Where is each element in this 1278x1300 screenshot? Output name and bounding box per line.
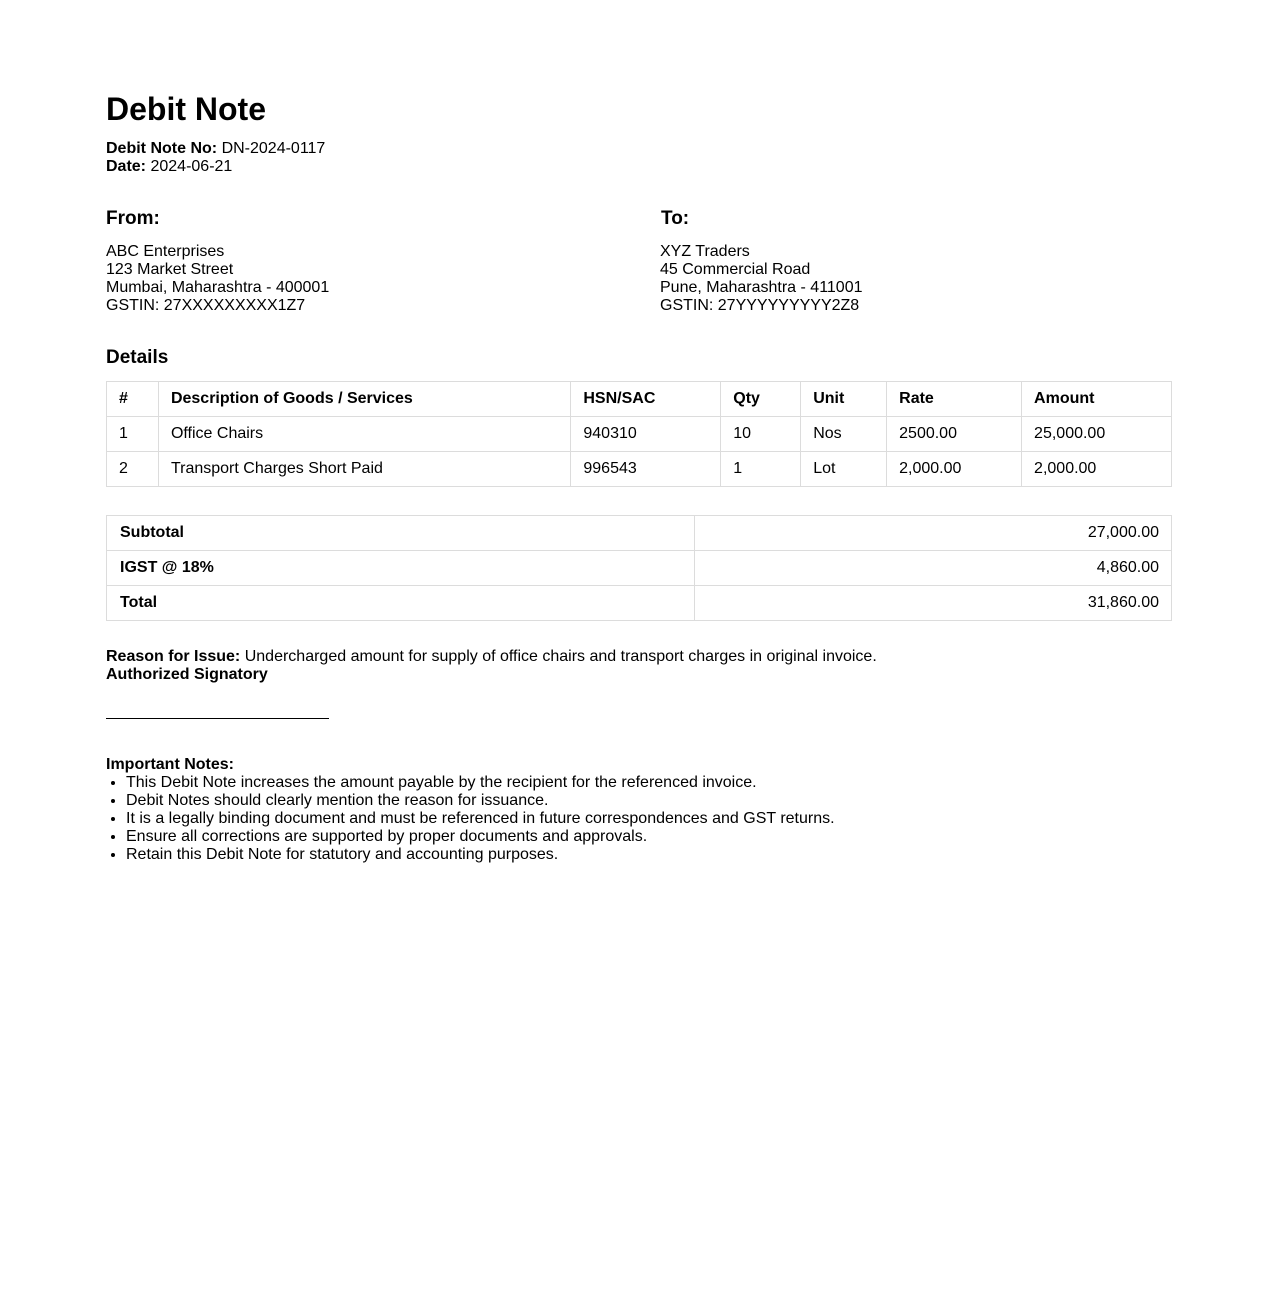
column-header: Amount: [1022, 382, 1172, 417]
note-date-row: [106, 158, 325, 176]
table-cell: 940310: [571, 417, 721, 452]
table-cell: 1: [107, 417, 159, 452]
to-gstin: GSTIN: 27YYYYYYYYY2Z8: [660, 297, 860, 314]
notes-heading: Important Notes:: [106, 756, 234, 773]
table-cell: 25,000.00: [1022, 417, 1172, 452]
column-header: HSN/SAC: [571, 382, 721, 417]
page-title: Debit Note: [106, 91, 266, 127]
list-item: • Debit Notes should clearly mention the reason for issuance.: [126, 792, 835, 810]
table-cell: Lot: [801, 452, 887, 487]
details-heading: Details: [106, 347, 169, 368]
table-cell: Transport Charges Short Paid: [158, 452, 570, 487]
reason-text: Undercharged amount for supply of office chairs and transport charges in original invoice.: [244, 648, 877, 665]
note-number: DN-2024-0117: [221, 140, 326, 157]
total-row: [107, 586, 1172, 621]
note-number-row: [106, 140, 325, 158]
list-item: • This Debit Note increases the amount payable by the recipient for the referenced invoice.: [126, 774, 835, 792]
reason-row: [106, 648, 877, 666]
note-date: 2024-06-21: [150, 158, 233, 175]
table-cell: 2,000.00: [1022, 452, 1172, 487]
column-header: Description of Goods / Services: [158, 382, 570, 417]
table-cell: 2500.00: [887, 417, 1022, 452]
subtotal-value: 27,000.00: [695, 516, 1172, 551]
to-heading: To:: [661, 208, 690, 229]
items-table: [106, 381, 1172, 487]
from-gstin: GSTIN: 27XXXXXXXXX1Z7: [106, 297, 306, 314]
to-name: XYZ Traders: [660, 243, 750, 260]
from-block: [106, 208, 329, 315]
table-cell: 2: [107, 452, 159, 487]
from-address-line: 123 Market Street: [106, 261, 234, 278]
notes-list: [106, 774, 835, 864]
table-cell: 996543: [571, 452, 721, 487]
signatory-label: Authorized Signatory: [106, 666, 268, 683]
tax-row: [107, 551, 1172, 586]
table-cell: Nos: [801, 417, 887, 452]
from-city-line: Mumbai, Maharashtra - 400001: [106, 279, 330, 296]
totals-table: [106, 515, 1172, 621]
reason-block: [106, 648, 877, 684]
column-header: Unit: [801, 382, 887, 417]
list-item: • Retain this Debit Note for statutory and accounting purposes.: [126, 846, 835, 864]
table-cell: Office Chairs: [158, 417, 570, 452]
list-item: • Ensure all corrections are supported by proper documents and approvals.: [126, 828, 835, 846]
tax-value: 4,860.00: [695, 551, 1172, 586]
from-name: ABC Enterprises: [106, 243, 225, 260]
table-cell: 1: [721, 452, 801, 487]
subtotal-label: Subtotal: [107, 516, 695, 551]
signature-line: [106, 718, 329, 719]
table-cell: 10: [721, 417, 801, 452]
to-address-line: 45 Commercial Road: [660, 261, 811, 278]
table-header-row: [107, 382, 1172, 417]
table-row: [107, 417, 1172, 452]
note-meta: [106, 140, 325, 176]
table-cell: 2,000.00: [887, 452, 1022, 487]
total-value: 31,860.00: [695, 586, 1172, 621]
subtotal-row: [107, 516, 1172, 551]
reason-label: Reason for Issue:: [106, 648, 241, 665]
list-item: • It is a legally binding document and must be referenced in future correspondences and GST returns.: [126, 810, 835, 828]
column-header: Qty: [721, 382, 801, 417]
column-header: #: [107, 382, 159, 417]
from-heading: From:: [106, 208, 160, 229]
note-number-label: Debit Note No:: [106, 140, 218, 157]
table-row: [107, 452, 1172, 487]
notes-block: [106, 756, 835, 864]
to-city-line: Pune, Maharashtra - 411001: [660, 279, 863, 296]
column-header: Rate: [887, 382, 1022, 417]
total-label: Total: [107, 586, 695, 621]
note-date-label: Date:: [106, 158, 147, 175]
tax-label: IGST @ 18%: [107, 551, 695, 586]
to-block: [660, 208, 863, 315]
